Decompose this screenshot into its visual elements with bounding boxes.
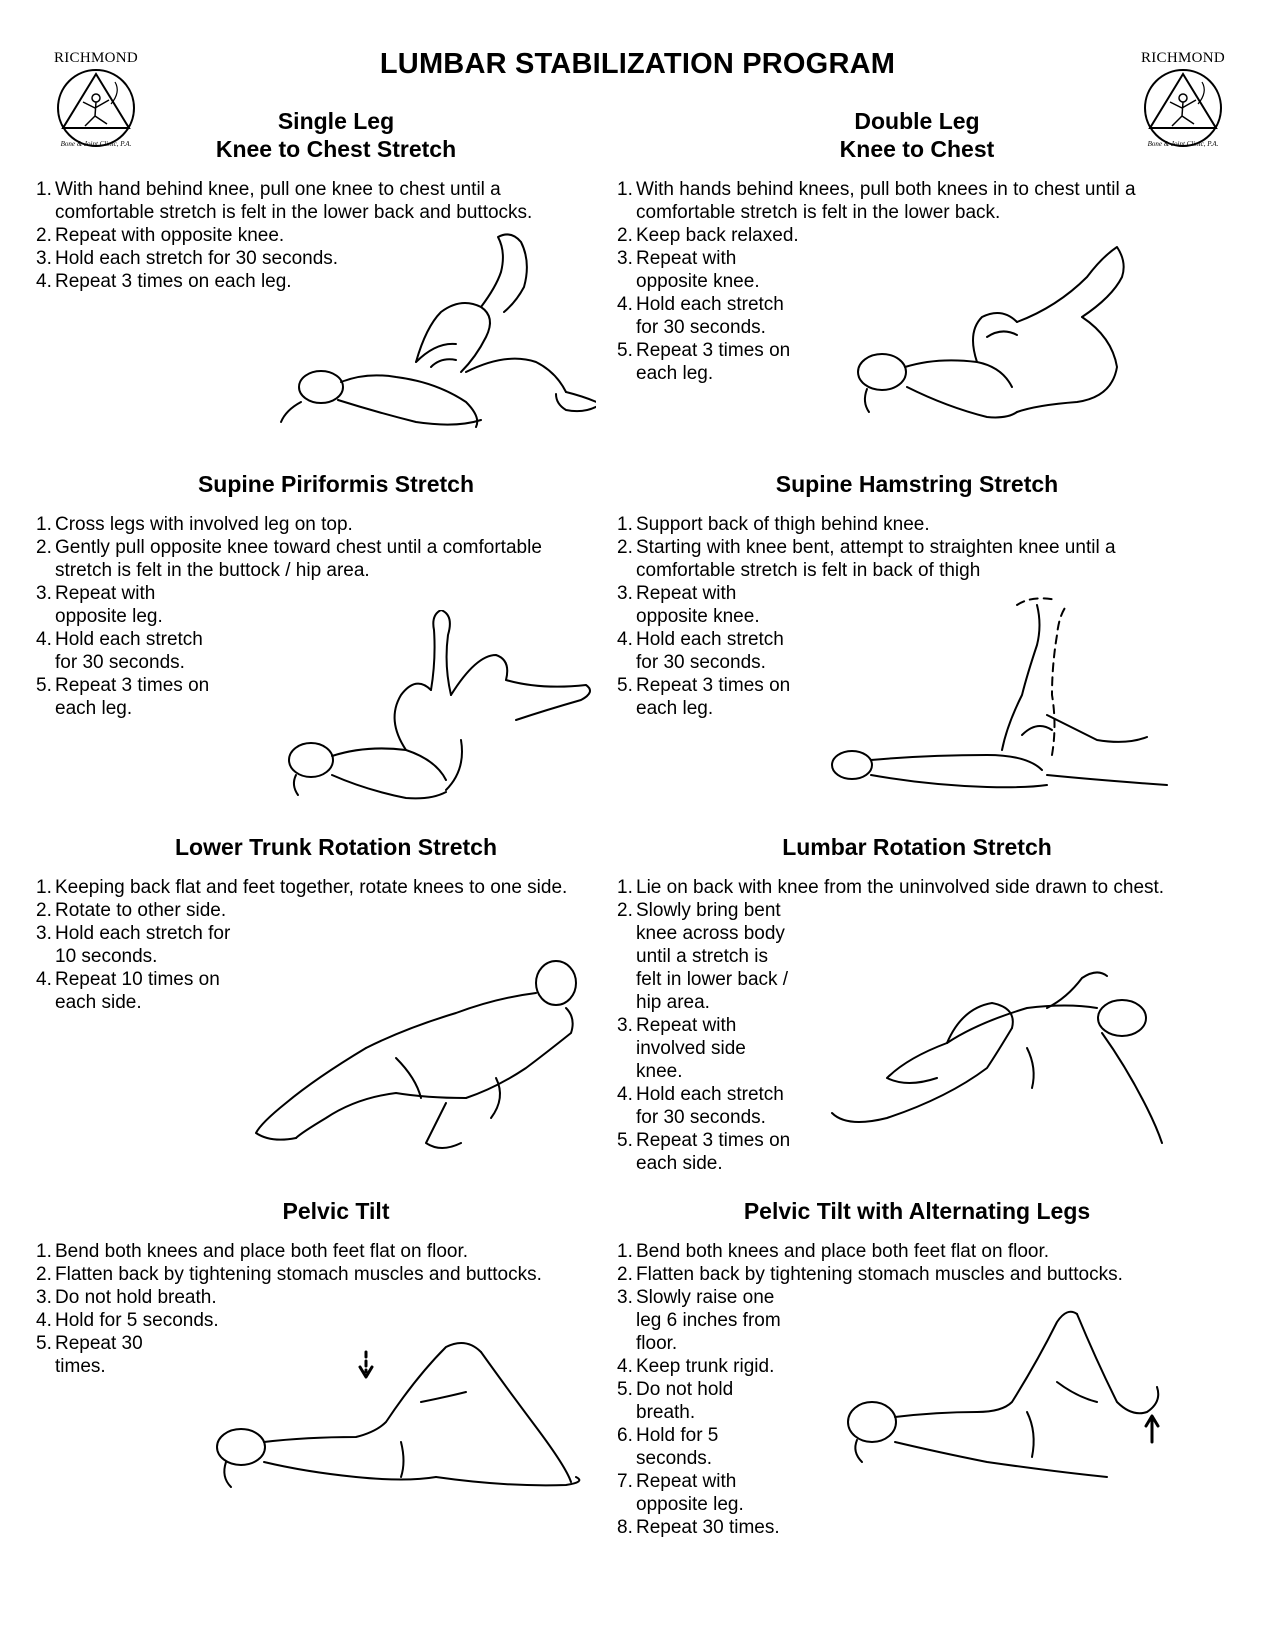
lower-trunk-rotation-illustration <box>246 958 606 1173</box>
step-item: 2. Slowly bring bent knee across body until a stretch is felt in lower back / hip area. <box>617 900 789 1013</box>
step-item: 3. Repeat with opposite knee. <box>617 248 760 292</box>
step-item: 3. Repeat with opposite knee. <box>617 583 760 627</box>
step-item: 4. Hold each stretch for 30 seconds. <box>617 294 784 338</box>
step-item: 8. Repeat 30 times. <box>617 1517 780 1538</box>
exercise-lumbar-rotation-stretch <box>617 833 1217 1193</box>
exercise-pelvic-tilt-alternating-legs <box>617 1197 1217 1557</box>
exercise-title: Pelvic Tilt with Alternating Legs <box>743 1198 1091 1224</box>
pelvic-tilt-illustration <box>206 1337 606 1507</box>
step-item: 4. Repeat 3 times on each leg. <box>36 271 292 292</box>
step-item: 1. Bend both knees and place both feet flat on floor. <box>36 1241 469 1262</box>
step-item: 3. Do not hold breath. <box>36 1287 217 1308</box>
step-item: 4. Hold each stretch for 30 seconds. <box>36 629 203 673</box>
exercise-pelvic-tilt <box>36 1197 636 1557</box>
step-item: 3. Repeat with involved side knee. <box>617 1015 746 1082</box>
step-item: 3. Hold each stretch for 10 seconds. <box>36 923 231 967</box>
step-item: 1. With hands behind knees, pull both knees in to chest until a comfortable stretch is felt in the lower back. <box>617 179 1136 223</box>
pelvic-tilt-alternating-illustration <box>827 1302 1177 1502</box>
step-item: 4. Hold for 5 seconds. <box>36 1310 219 1331</box>
page-title: LUMBAR STABILIZATION PROGRAM <box>379 48 896 80</box>
step-item: 5. Repeat 30 times. <box>36 1333 143 1377</box>
exercise-double-leg-knee-to-chest <box>617 107 1217 467</box>
step-item: 7. Repeat with opposite leg. <box>617 1471 744 1515</box>
step-item: 5. Do not hold breath. <box>617 1379 734 1423</box>
piriformis-stretch-illustration <box>266 610 596 810</box>
hamstring-stretch-illustration <box>827 595 1177 805</box>
exercise-title: Lower Trunk Rotation Stretch <box>174 834 498 860</box>
step-item: 3. Repeat with opposite leg. <box>36 583 163 627</box>
step-item: 2. Gently pull opposite knee toward chest until a comfortable stretch is felt in the buttock / hip area. <box>36 537 542 581</box>
step-item: 1. With hand behind knee, pull one knee to chest until a comfortable stretch is felt in the lower back and buttocks. <box>36 179 533 223</box>
step-item: 3. Slowly raise one leg 6 inches from floor. <box>617 1287 781 1354</box>
exercise-title: Lumbar Rotation Stretch <box>782 834 1052 860</box>
logo-subtitle: Bone & Joint Clinic, P.A. <box>60 140 132 148</box>
step-item: 2. Rotate to other side. <box>36 900 227 921</box>
exercise-lower-trunk-rotation-stretch <box>36 833 636 1193</box>
step-item: 5. Repeat 3 times on each leg. <box>36 675 210 719</box>
step-item: 1. Bend both knees and place both feet flat on floor. <box>617 1241 1050 1262</box>
step-item: 5. Repeat 3 times on each leg. <box>617 340 791 384</box>
step-item: 5. Repeat 3 times on each side. <box>617 1130 791 1174</box>
step-item: 2. Keep back relaxed. <box>617 225 799 246</box>
logo-name: RICHMOND <box>53 50 139 66</box>
step-item: 2. Flatten back by tightening stomach muscles and buttocks. <box>617 1264 1123 1285</box>
step-item: 5. Repeat 3 times on each leg. <box>617 675 791 719</box>
logo-subtitle: Bone & Joint Clinic, P.A. <box>1147 140 1219 148</box>
logo-name: RICHMOND <box>1140 50 1226 66</box>
step-item: 3. Hold each stretch for 30 seconds. <box>36 248 339 269</box>
exercise-title: Pelvic Tilt <box>282 1198 390 1224</box>
step-item: 1. Support back of thigh behind knee. <box>617 514 930 535</box>
step-item: 4. Repeat 10 times on each side. <box>36 969 220 1013</box>
step-item: 1. Keeping back flat and feet together, rotate knees to one side. <box>36 877 568 898</box>
step-item: 4. Hold each stretch for 30 seconds. <box>617 1084 784 1128</box>
exercise-title: Supine Hamstring Stretch <box>775 471 1059 497</box>
exercise-supine-piriformis-stretch <box>36 470 636 830</box>
single-leg-stretch-illustration <box>266 232 596 432</box>
step-item: 2. Repeat with opposite knee. <box>36 225 285 246</box>
exercise-single-leg-knee-to-chest <box>36 107 636 467</box>
step-item: 1. Lie on back with knee from the uninvolved side drawn to chest. <box>617 877 1165 898</box>
step-item: 4. Keep trunk rigid. <box>617 1356 775 1377</box>
double-leg-stretch-illustration <box>827 237 1157 437</box>
exercise-title: Single Leg Knee to Chest Stretch <box>215 108 457 162</box>
step-item: 6. Hold for 5 seconds. <box>617 1425 719 1469</box>
step-item: 2. Starting with knee bent, attempt to straighten knee until a comfortable stretch is felt in back of thigh <box>617 537 1116 581</box>
step-item: 1. Cross legs with involved leg on top. <box>36 514 353 535</box>
exercise-title: Supine Piriformis Stretch <box>197 471 475 497</box>
exercise-supine-hamstring-stretch <box>617 470 1217 830</box>
step-item: 2. Flatten back by tightening stomach muscles and buttocks. <box>36 1264 542 1285</box>
lumbar-rotation-illustration <box>827 968 1177 1168</box>
step-item: 4. Hold each stretch for 30 seconds. <box>617 629 784 673</box>
exercise-title: Double Leg Knee to Chest <box>839 108 995 162</box>
